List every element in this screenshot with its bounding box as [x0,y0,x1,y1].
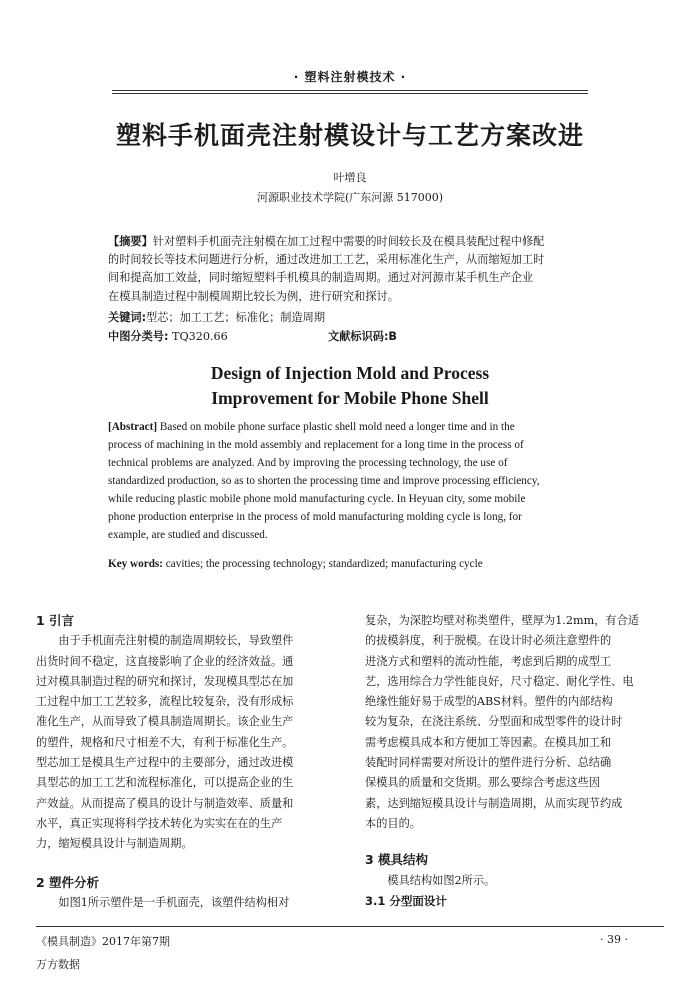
abstract-zh [108,233,608,306]
header-rule [112,90,588,91]
body-line: 过对模具制造过程的研究和探讨，发现模具型芯在加 [36,674,294,688]
abstract-en-label: [Abstract] [108,421,158,433]
body-line: 进浇方式和塑料的流动性能，考虑到后期的成型工 [365,654,612,668]
paper-title-en [0,361,700,411]
affiliation: 河源职业技术学院(广东河源 517000) [256,191,444,204]
clc-label: 中图分类号: [108,330,169,343]
page-number: · 39 · [600,933,628,946]
body-line: 水平，真正实现将科学技术转化为实实在在的生产 [36,816,283,830]
abstract-en [108,418,608,544]
body-line: 力，缩短模具设计与制造周期。 [36,837,193,851]
body-line: 的塑件，规格和尺寸相差不大，有利于标准化生产。 [36,735,294,749]
body-line: 复杂，为深腔均壁对称类塑件，壁厚为1.2mm，有合适 [365,614,639,627]
author: 叶增良 [333,171,367,184]
header-rule-double [112,93,588,94]
abstract-zh-line: 在模具制造过程中制模周期比较长为例，进行研究和探讨。 [108,289,399,303]
paper-title-zh: 塑料手机面壳注射模设计与工艺方案改进 [115,121,584,150]
keywords-zh-text: 型芯；加工工艺；标准化；制造周期 [146,311,326,324]
body-line: 本的目的。 [365,816,421,830]
section-1-heading: 1 引言 [36,613,75,628]
abstract-en-line: example, are studied and discussed. [108,529,268,541]
body-column-right [365,611,665,911]
doc-code-line [328,328,397,344]
abstract-zh-line: 的时间较长等技术问题进行分析，通过改进加工工艺，采用标准化生产，从而缩短加工时 [108,253,545,267]
body-line: 保模具的质量和交货期。那么要综合考虑这些因 [365,776,600,790]
body-line: 需考虑模具成本和方便加工等因素。在模具加工和 [365,735,612,749]
section-3-1-heading: 3.1 分型面设计 [365,893,447,908]
doc-code-label: 文献标识码: [328,330,389,343]
keywords-zh-label: 关键词: [108,311,147,324]
footer-rule [36,926,664,927]
database-watermark: 万方数据 [36,958,80,971]
body-line: 如图1所示塑件是一手机面壳，该塑件结构相对 [58,895,290,909]
body-line: 出货时间不稳定，这直接影响了企业的经济效益。通 [36,654,294,668]
body-line: 模具结构如图2所示。 [387,873,496,887]
body-line: 由于手机面壳注射模的制造周期较长，导致塑件 [58,634,294,648]
abstract-zh-line: 【摘要】针对塑料手机面壳注射模在加工过程中需要的时间较长及在模具装配过程中修配 [108,235,545,248]
journal-citation: 《模具制造》2017年第7期 [36,935,170,948]
body-line: 绝缘性能好易于成型的ABS材料。塑件的内部结构 [365,695,613,709]
section-3-heading: 3 模具结构 [365,852,429,868]
abstract-en-line: technical problems are analyzed. And by improving the processing technology, the use of [108,457,508,469]
body-line: 素，达到缩短模具设计与制造周期，从而实现节约成 [365,796,623,810]
running-header: · 塑料注射模技术 · [293,70,407,84]
section-2-heading: 2 塑件分析 [36,874,100,890]
title-en-line-1: Design of Injection Mold and Process [210,363,490,383]
body-line: 艺，选用综合力学性能良好，尺寸稳定、耐化学性、电 [365,674,634,688]
body-line: 工过程中加工工艺较多，流程比较复杂，没有形成标 [36,695,294,709]
body-line: 的拔模斜度，利于脱模。在设计时必须注意塑件的 [365,634,612,648]
abstract-en-line: process of machining in the mold assembly and replacement for a long time in the process of [108,439,524,451]
keywords-en-label: Key words: [108,558,163,570]
body-line: 准化生产，从而导致了模具制造周期长。该企业生产 [36,715,294,729]
abstract-en-line: phone production enterprise in the process of mold manufacturing molding cycle is long, for [108,511,522,523]
doc-code-value: B [388,330,397,343]
classification-line [108,328,228,344]
body-line: 型芯加工是模具生产过程中的主要部分，通过改进模 [36,756,294,770]
clc-value: TQ320.66 [171,330,228,343]
body-line: 较为复杂，在浇注系统、分型面和成型零件的设计时 [365,715,623,729]
abstract-zh-label: 【摘要】 [108,235,153,248]
keywords-zh [108,309,325,325]
abstract-en-line: [Abstract] Based on mobile phone surface plastic shell mold need a longer time and in the [108,421,515,433]
body-line: 装配时同样需要对所设计的塑件进行分析、总结确 [365,756,612,770]
body-line: 具型芯的加工工艺和流程标准化，可以提高企业的生 [36,776,294,790]
keywords-en-text: cavities; the processing technology; standardized; manufacturing cycle [165,558,483,570]
abstract-en-line: while reducing plastic mobile phone mold manufacturing cycle. In Heyuan city, some mobile [108,493,526,505]
keywords-en [108,555,608,573]
title-en-line-2: Improvement for Mobile Phone Shell [211,388,489,408]
abstract-zh-line: 间和提高加工效益，同时缩短塑料手机模具的制造周期。通过对河源市某手机生产企业 [108,271,534,285]
abstract-en-line: standardized production, so as to shorten the processing time and improve processing efficiency, [108,475,540,487]
body-line: 产效益。从而提高了模具的设计与制造效率、质量和 [36,796,294,810]
body-column-left [36,611,348,913]
